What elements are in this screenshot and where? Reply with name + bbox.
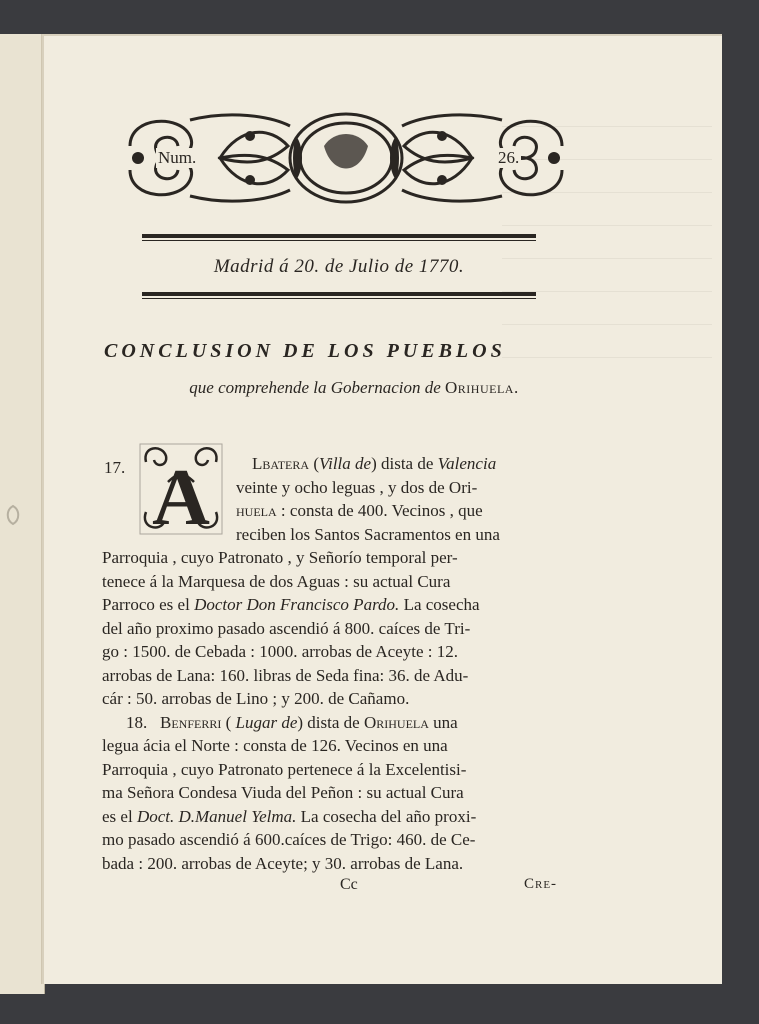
book-page <box>42 34 722 984</box>
text-line: Parroquia , cuyo Patronato , y Señorío temporal per- <box>102 548 458 567</box>
text-line: Parroco es el Doctor Don Francisco Pardo. La cosecha <box>102 595 480 614</box>
text-line: ma Señora Condesa Viuda del Peñon : su actual Cura <box>102 783 464 802</box>
text-line: huela : consta de 400. Vecinos , que <box>236 501 483 520</box>
bottom-double-rule <box>142 292 536 299</box>
section-heading: CONCLUSION DE LOS PUEBLOS <box>104 340 506 362</box>
section-subheading <box>124 378 584 398</box>
text-line: tenece á la Marquesa de dos Aguas : su actual Cura <box>102 571 451 591</box>
signature-mark: Cc <box>340 876 358 893</box>
text-line: 18. Benferri ( Lugar de) dista de Orihuela una <box>126 712 458 732</box>
text-line: mo pasado ascendió á 600.caíces de Trigo: 460. de Ce- <box>102 830 476 849</box>
text-line: Parroquia , cuyo Patronato pertenece á la Excelentisi- <box>102 759 467 779</box>
top-double-rule <box>142 234 536 241</box>
bleed-ornament-icon <box>4 504 22 526</box>
text-line: cár : 50. arrobas de Lino ; y 200. de Cañamo. <box>102 689 410 708</box>
text-line: del año proximo pasado ascendió á 800. caíces de Tri- <box>102 618 471 638</box>
text-line: go : 1500. de Cebada : 1000. arrobas de Aceyte : 12. <box>102 642 458 661</box>
subheading-text: que comprehende la Gobernacion de <box>189 378 446 397</box>
left-page-edge <box>0 34 45 994</box>
paragraph-number-18: 18. <box>126 712 148 732</box>
subheading-place: Orihuela. <box>445 378 519 397</box>
issue-number-value: 26. <box>498 148 520 167</box>
text-line: reciben los Santos Sacramentos en una <box>236 524 500 544</box>
paragraph-number-17: 17. <box>104 458 126 477</box>
text-line: legua ácia el Norte : consta de 126. Vecinos en una <box>102 736 448 755</box>
text-line: arrobas de Lana: 160. libras de Seda fina: 36. de Adu- <box>102 665 469 685</box>
text-line: es el Doct. D.Manuel Yelma. La cosecha del año proxi- <box>102 806 477 826</box>
dateline: Madrid á 20. de Julio de 1770. <box>213 256 465 277</box>
issue-number-label: Num. <box>158 148 197 167</box>
text-line: veinte y ocho leguas , y dos de Ori- <box>236 477 478 497</box>
text-line: Lbatera (Villa de) dista de Valencia <box>252 454 497 473</box>
catchword: Cre- <box>524 876 558 892</box>
decorated-initial-icon <box>138 442 224 536</box>
text-line: bada : 200. arrobas de Aceyte; y 30. arrobas de Lana. <box>102 853 464 873</box>
initial-letter: A <box>152 454 210 536</box>
